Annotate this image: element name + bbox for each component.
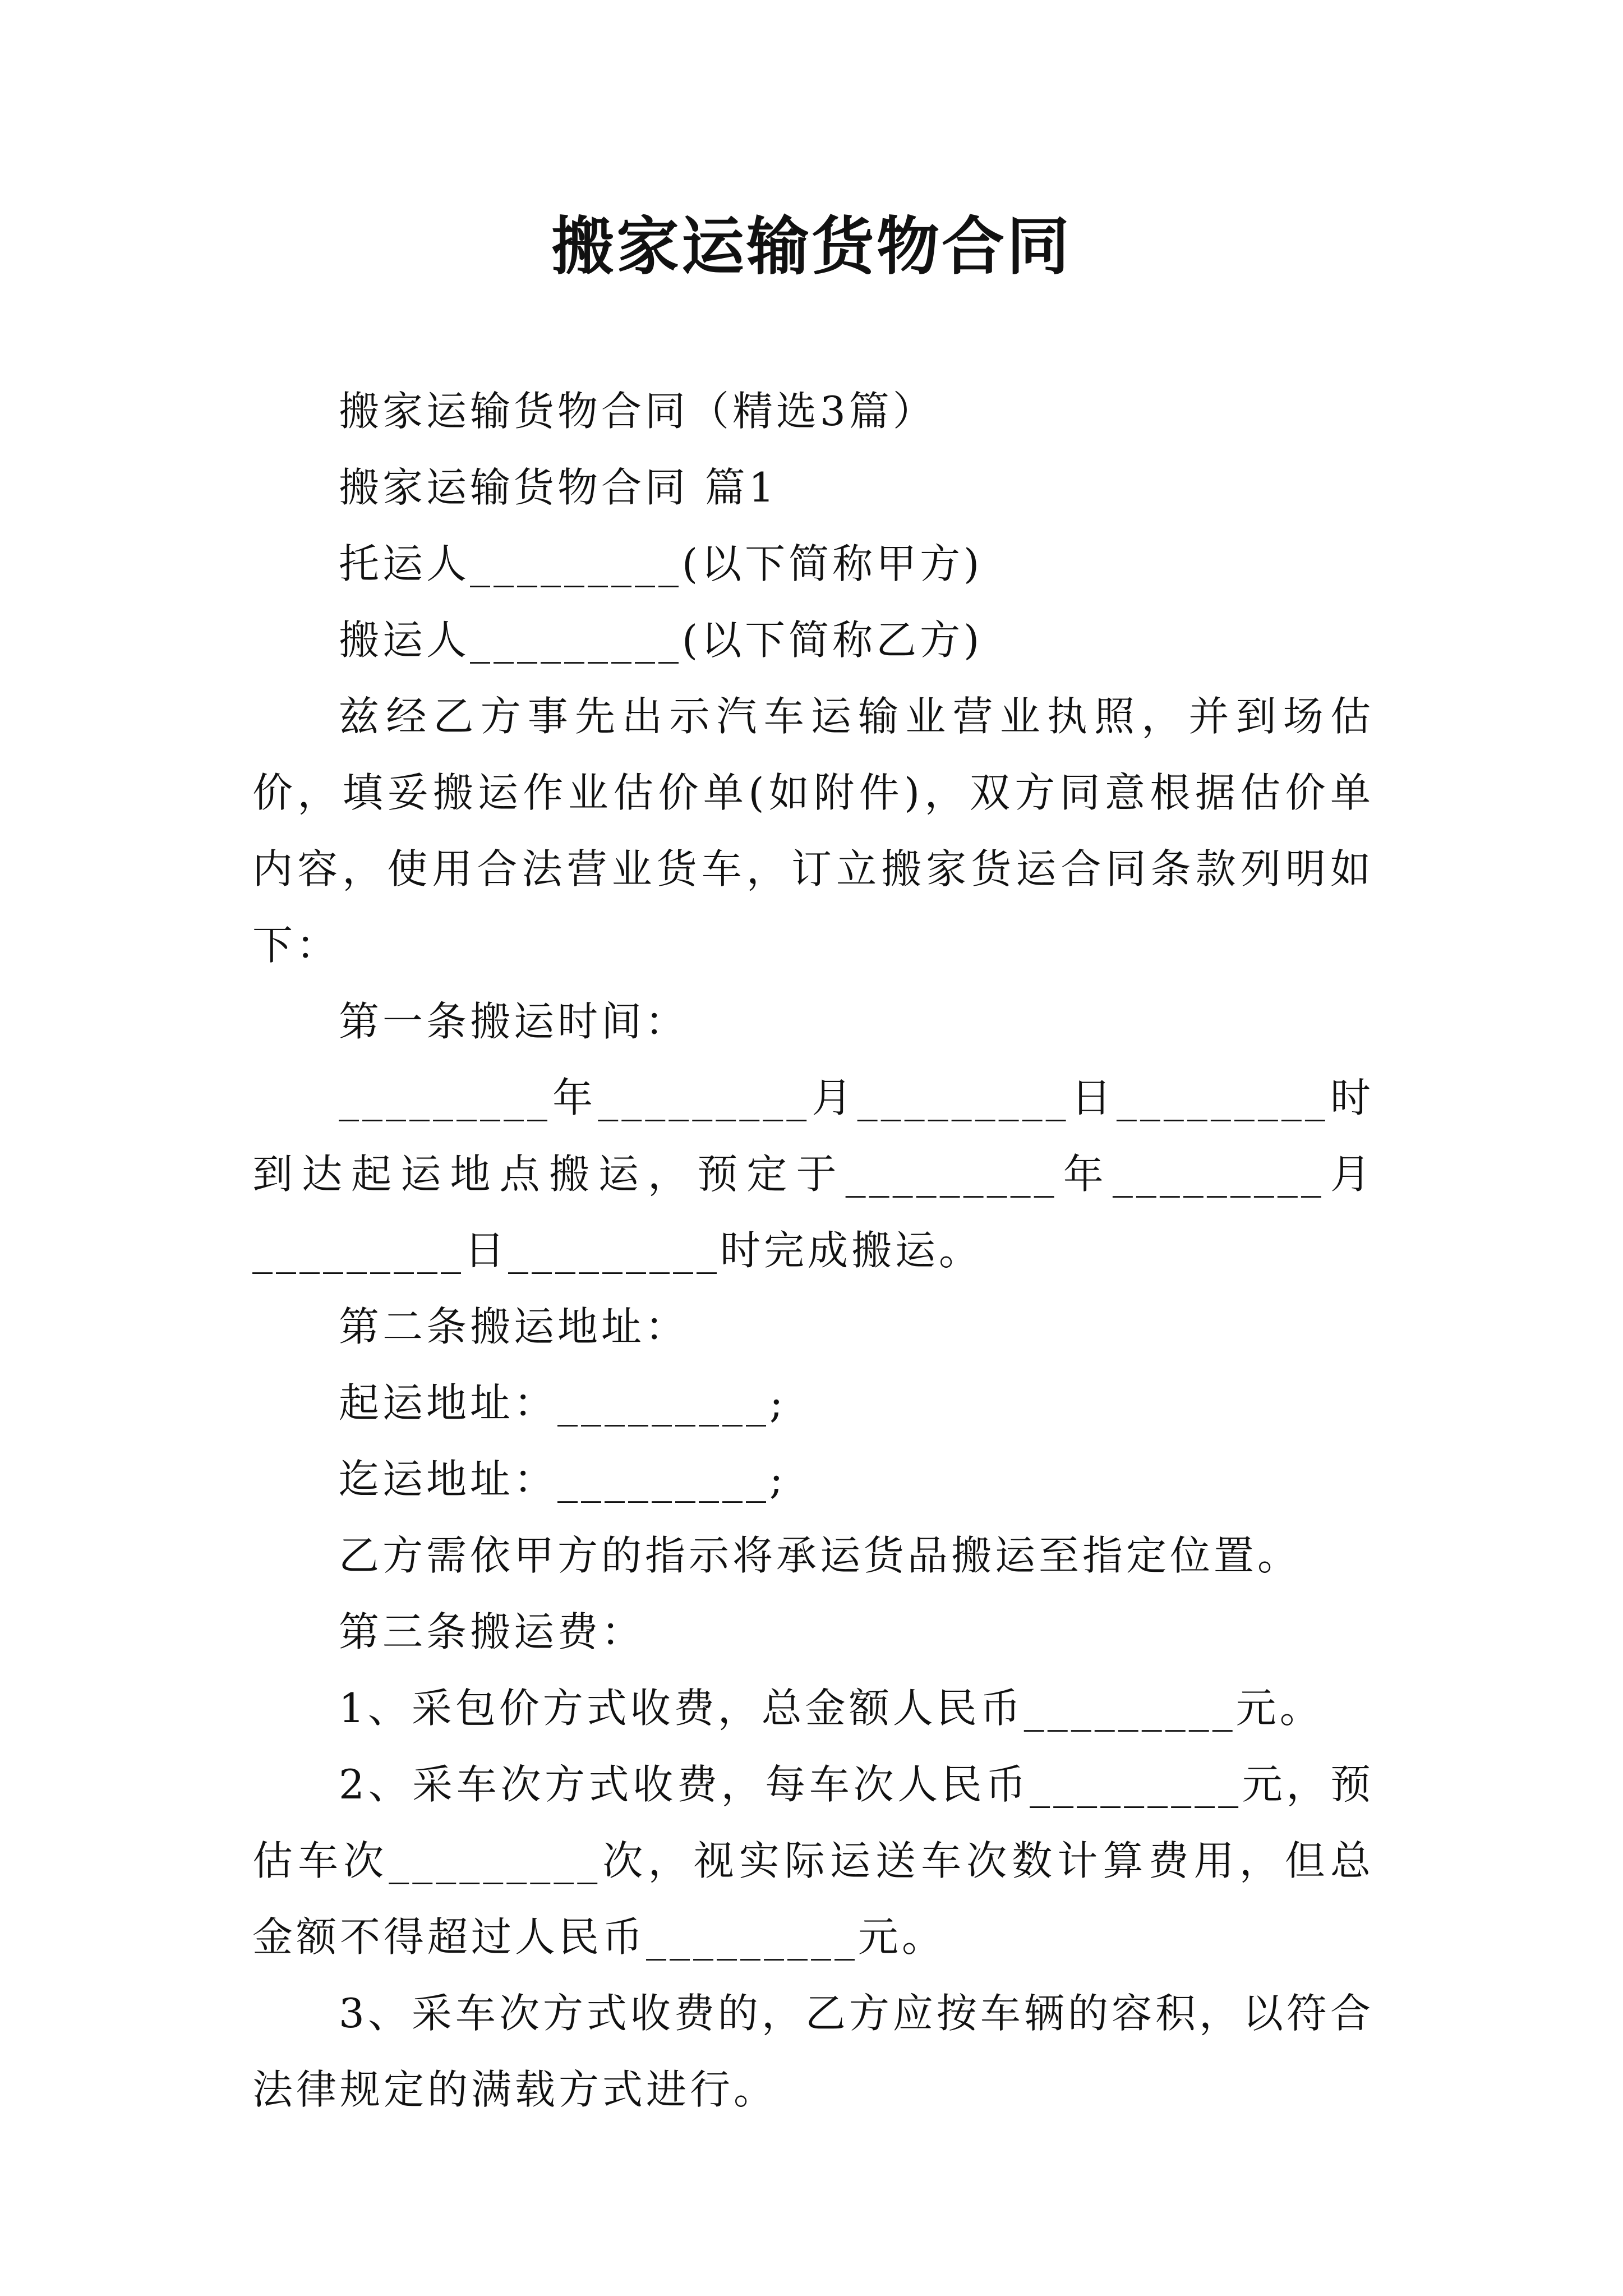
article-1-body: _________年_________月_________日_________时到达起运地点搬运，预定于_________年_________月_________日_________时完成搬运。 [252, 1074, 1375, 1274]
article-3-item-1: 1、采包价方式收费，总金额人民币_________元。 [339, 1685, 1324, 1732]
origin-address-line: 起运地址：_________; [339, 1379, 787, 1427]
article-3-item-2: 2、采车次方式收费，每车次人民币_________元，预估车次_________次，视实际运送车次数计算费用，但总金额不得超过人民币_________元。 [252, 1761, 1374, 1961]
shipper-line: 托运人_________(以下简称甲方) [339, 540, 983, 587]
document-body [252, 373, 1374, 2128]
carrier-line: 搬运人_________(以下简称乙方) [339, 616, 983, 664]
article-2-body: 乙方需依甲方的指示将承运货品搬运至指定位置。 [339, 1532, 1302, 1579]
article-3-item-3: 3、采车次方式收费的，乙方应按车辆的容积，以符合法律规定的满载方式进行。 [252, 1990, 1374, 2113]
section-heading: 搬家运输货物合同 篇1 [339, 464, 778, 511]
preamble-paragraph: 兹经乙方事先出示汽车运输业营业执照，并到场估价，填妥搬运作业估价单(如附件)，双方同意根据估价单内容，使用合法营业货车，订立搬家货运合同条款列明如下： [252, 693, 1374, 969]
document-subtitle: 搬家运输货物合同（精选3篇） [339, 388, 937, 435]
article-1-heading: 第一条搬运时间： [339, 998, 689, 1045]
destination-address-line: 迄运地址：_________; [339, 1456, 787, 1503]
article-2-heading: 第二条搬运地址： [339, 1303, 689, 1350]
article-3-heading: 第三条搬运费： [339, 1608, 645, 1655]
document-title: 搬家运输货物合同 [551, 210, 1072, 283]
